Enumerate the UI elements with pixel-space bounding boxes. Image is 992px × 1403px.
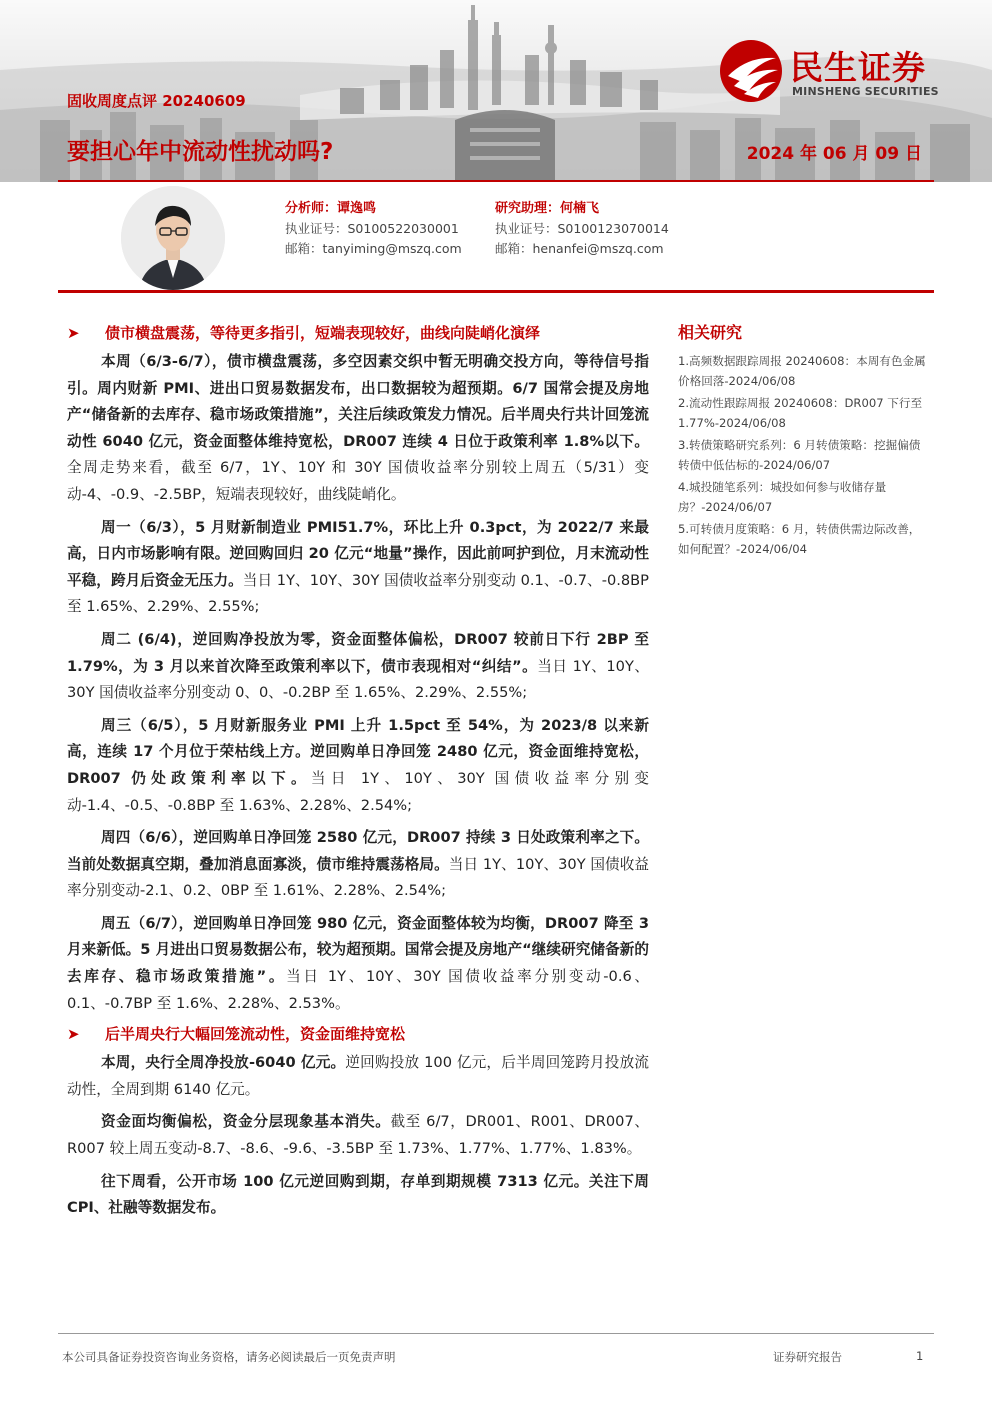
- body-paragraph: 周三（6/5），5 月财新服务业 PMI 上升 1.5pct 至 54%，为 2023/8 以来新高，连续 17 个月位于荣枯线上方。逆回购单日净回笼 2480 亿元，资金面维持宽松，DR007 仍处政策利率以下。当日 1Y、10Y、30Y 国债收益率分别变动-1.4、-0.5、-0.8BP 至 1.63%、2.28%、2.54%;: [67, 716, 649, 814]
- company-logo: [718, 38, 968, 104]
- footer-report-label: 证券研究报告: [773, 1350, 842, 1364]
- body-paragraph: 周二 (6/4)，逆回购净投放为零，资金面整体偏松，DR007 较前日下行 2BP 至 1.79%，为 3 月以来首次降至政策利率以下，债市表现相对“纠结”。当日 1Y、10Y、30Y 国债收益率分别变动 0、0、-0.2BP 至 1.65%、2.29%、2.55%;: [67, 630, 649, 702]
- related-research-link[interactable]: 5.可转债月度策略：6 月，转债供需边际改善，如何配置？-2024/06/04: [678, 522, 921, 556]
- body-paragraph: 往下周看，公开市场 100 亿元逆回购到期，存单到期规模 7313 亿元。关注下周 CPI、社融等数据发布。: [67, 1172, 649, 1217]
- chevron-right-icon: ➤: [67, 324, 80, 342]
- body-paragraph: 周四（6/6），逆回购单日净回笼 2580 亿元，DR007 持续 3 日处政策利率之下。当前处数据真空期，叠加消息面寡淡，债市维持震荡格局。当日 1Y、10Y、30Y 国债收益率分别变动-2.1、0.2、0BP 至 1.61%、2.28%、2.54%;: [67, 829, 649, 900]
- main-content: [67, 322, 649, 1228]
- assistant-cert: 执业证号：S0100123070014: [495, 221, 669, 236]
- report-date: 2024 年 06 月 09 日: [746, 144, 922, 164]
- analyst-card-assistant: [495, 199, 669, 259]
- header-divider: [58, 180, 934, 182]
- sidebar-title: 相关研究: [678, 323, 743, 342]
- analyst-email[interactable]: 邮箱：tanyiming@mszq.com: [285, 241, 462, 256]
- analyst-cert: 执业证号：S0100522030001: [285, 221, 459, 236]
- report-type: 固收周度点评 20240609: [67, 92, 246, 110]
- chevron-right-icon: ➤: [67, 1025, 80, 1044]
- logo-text-cn: 民生证券: [790, 48, 926, 87]
- related-research-link[interactable]: 2.流动性跟踪周报 20240608：DR007 下行至 1.77%-2024/06/08: [678, 396, 923, 430]
- logo-text-en: MINSHENG SECURITIES: [792, 85, 939, 98]
- section-heading: ➤ 债市横盘震荡，等待更多指引，短端表现较好，曲线向陡峭化演绎: [67, 324, 541, 342]
- footer-disclaimer: 本公司具备证券投资咨询业务资格，请务必阅读最后一页免责声明: [62, 1350, 396, 1364]
- page-number: 1: [916, 1349, 924, 1363]
- body-paragraph: 本周，央行全周净投放-6040 亿元。逆回购投放 100 亿元，后半周回笼跨月投放流动性，全周到期 6140 亿元。: [67, 1054, 649, 1098]
- header-banner: [0, 0, 992, 182]
- related-research-link[interactable]: 3.转债策略研究系列：6 月转债策略：挖掘偏债转债中低估标的-2024/06/07: [678, 438, 921, 472]
- person-photo-icon: [121, 186, 225, 290]
- body-paragraph: 周五（6/7），逆回购单日净回笼 980 亿元，资金面整体较为均衡，DR007 降至 3 月来新低。5 月进出口贸易数据公布，较为超预期。国常会提及房地产“继续研究储备新的去库存、稳市场政策措施”。当日 1Y、10Y、30Y 国债收益率分别变动-0.6、0.1、-0.7BP 至 1.6%、2.28%、2.53%。: [67, 914, 649, 1012]
- assistant-email[interactable]: 邮箱：henanfei@mszq.com: [495, 241, 664, 256]
- body-paragraph: 本周（6/3-6/7），债市横盘震荡，多空因素交织中暂无明确交投方向，等待信号指引。周内财新 PMI、进出口贸易数据发布，出口数据较为超预期。6/7 国常会提及房地产“储备新的去库存、稳市场政策措施”，关注后续政策发力情况。后半周央行共计回笼流动性 6040 亿元，资金面整体维持宽松，DR007 连续 4 日位于政策利率 1.8%以下。全周走势来看，截至 6/7，1Y、10Y 和 30Y 国债收益率分别较上周五（5/31）变动-4、-0.9、-2.5BP，短端表现较好，曲线陡峭化。: [67, 353, 649, 503]
- related-research-link[interactable]: 4.城投随笔系列：城投如何参与收储存量房？-2024/06/07: [678, 480, 887, 514]
- related-research-sidebar: [678, 320, 930, 561]
- body-paragraph: 资金面均衡偏松，资金分层现象基本消失。截至 6/7，DR001、R001、DR007、R007 较上周五变动-8.7、-8.6、-9.6、-3.5BP 至 1.73%、1.77%、1.77%、1.83%。: [67, 1113, 649, 1158]
- analyst-avatar: [121, 186, 225, 290]
- page-title: 要担心年中流动性扰动吗?: [67, 139, 334, 165]
- related-research-link[interactable]: 1.高频数据跟踪周报 20240608：本周有色金属价格回落-2024/06/08: [678, 354, 926, 388]
- analyst-card-primary: [285, 199, 462, 259]
- analyst-divider: [58, 290, 934, 293]
- section-heading: ➤ 后半周央行大幅回笼流动性，资金面维持宽松: [67, 1025, 406, 1044]
- logo-mark-icon: [718, 38, 784, 104]
- footer-divider: [58, 1333, 934, 1334]
- assistant-name: 研究助理：何楠飞: [495, 201, 600, 216]
- analyst-name: 分析师：谭逸鸣: [285, 201, 377, 216]
- body-paragraph: 周一（6/3），5 月财新制造业 PMI51.7%，环比上升 0.3pct，为 2022/7 来最高，日内市场影响有限。逆回购回归 20 亿元“地量”操作，因此前呵护到位，月末流动性平稳，跨月后资金无压力。当日 1Y、10Y、30Y 国债收益率分别变动 0.1、-0.7、-0.8BP 至 1.65%、2.29%、2.55%;: [67, 518, 649, 616]
